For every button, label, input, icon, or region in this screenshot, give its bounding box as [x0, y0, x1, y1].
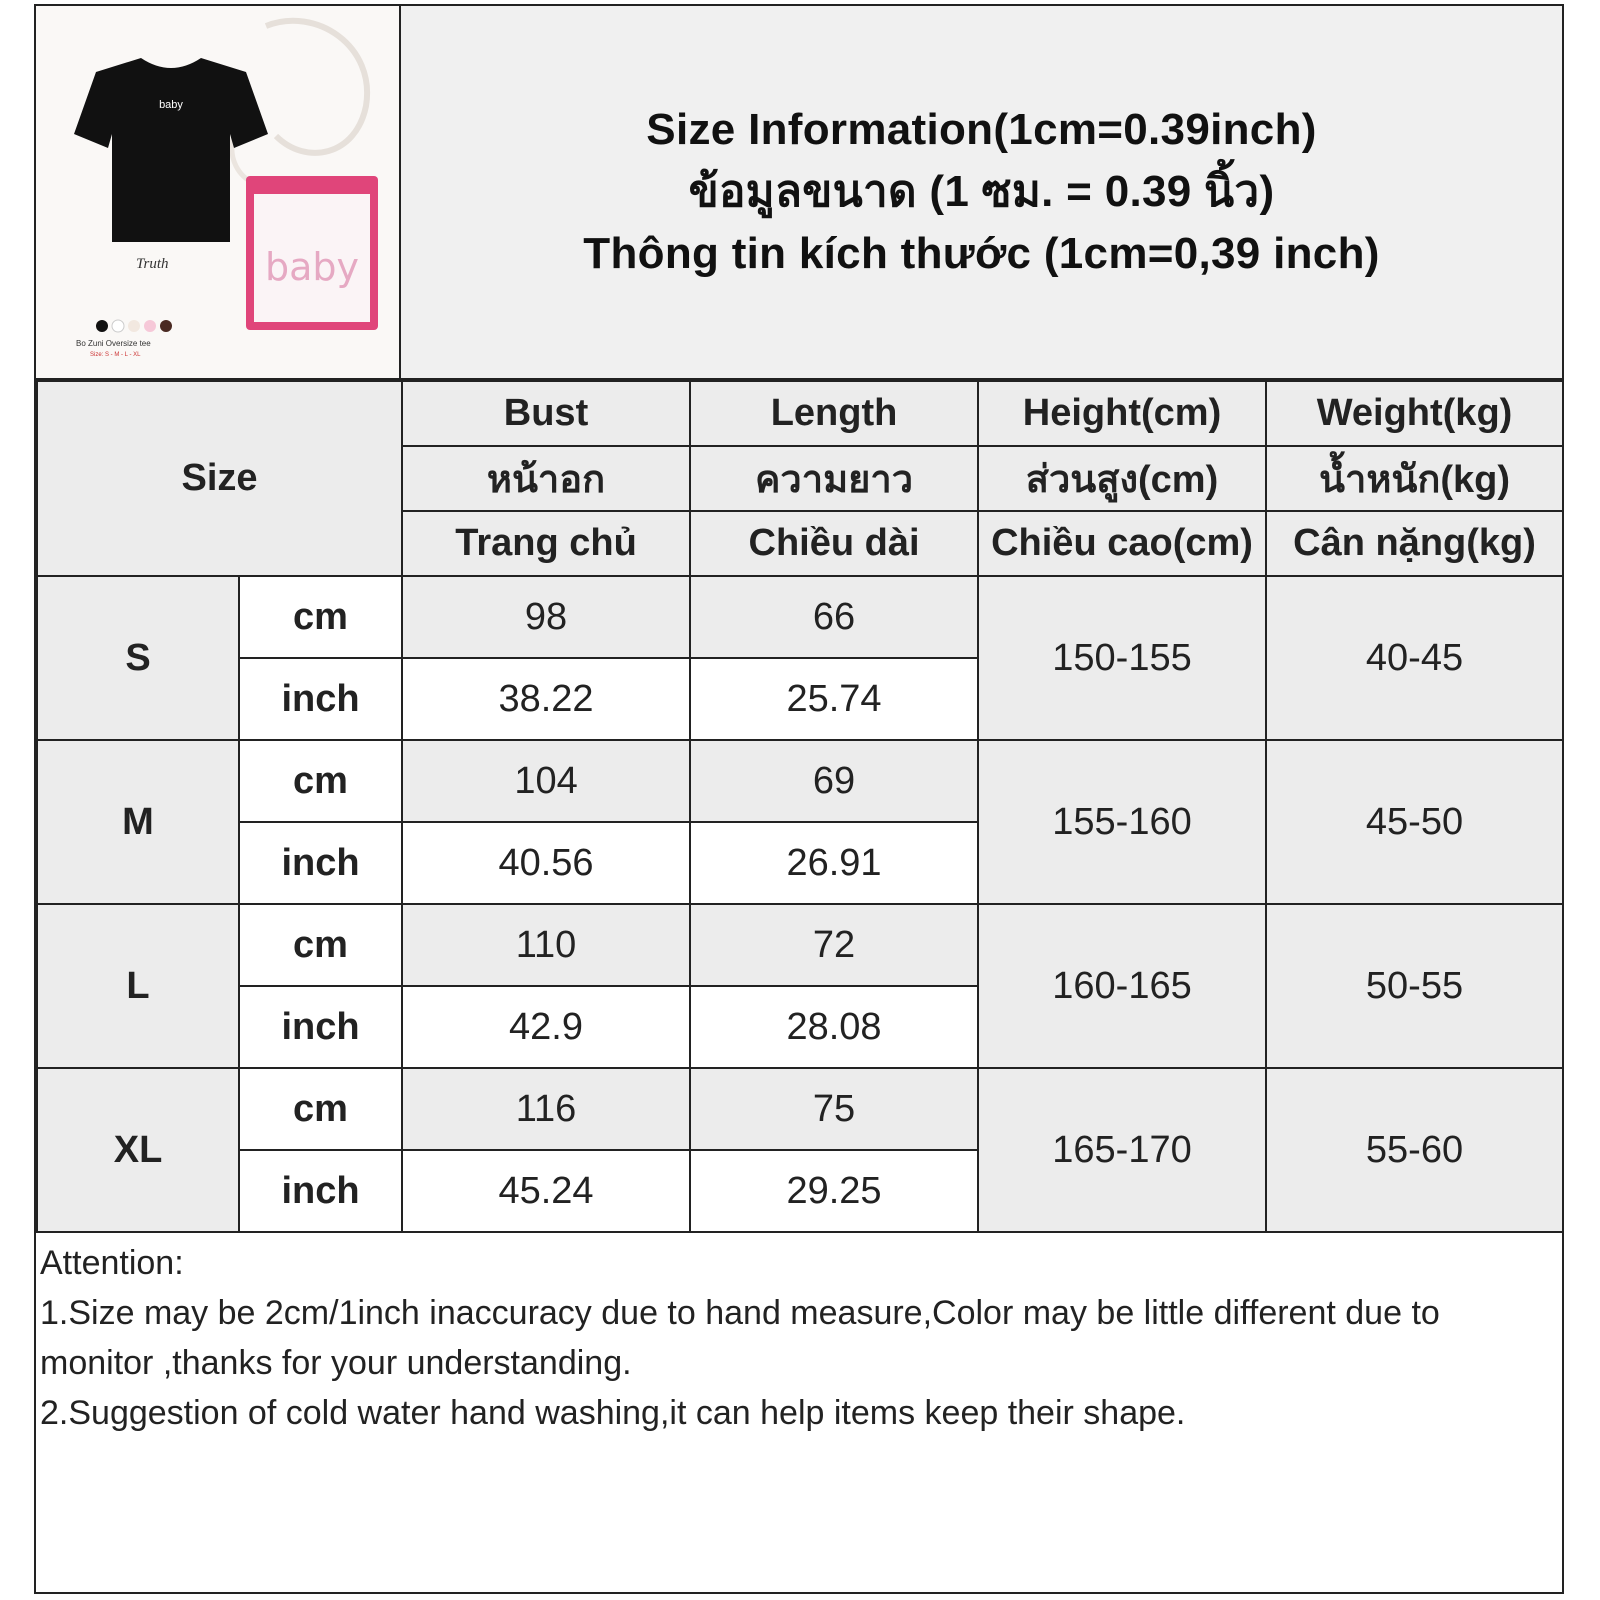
product-image: [36, 6, 401, 378]
header-bust-vi: Trang chủ: [402, 511, 690, 576]
header-height-vi: Chiều cao(cm): [978, 511, 1266, 576]
size-column-title: Size: [37, 381, 402, 576]
header-weight-en: Weight(kg): [1266, 381, 1563, 446]
bust-cm: 98: [402, 576, 690, 658]
table-row: [37, 576, 1563, 658]
attention-note-1: 1.Size may be 2cm/1inch inaccuracy due to hand measure,Color may be little different due to monitor ,thanks for your understanding.: [40, 1294, 1440, 1382]
unit-cm: cm: [239, 576, 402, 658]
length-inch: 26.91: [690, 822, 978, 904]
color-dot-pink: [144, 320, 156, 332]
length-inch: 25.74: [690, 658, 978, 740]
size-info: [401, 6, 1562, 378]
weight-range: 45-50: [1266, 740, 1563, 904]
tag-text: baby: [264, 245, 360, 289]
shirt-print: baby: [159, 99, 183, 111]
table-row: [37, 1068, 1563, 1150]
unit-inch: inch: [239, 1150, 402, 1232]
height-range: 150-155: [978, 576, 1266, 740]
bust-inch: 42.9: [402, 986, 690, 1068]
unit-inch: inch: [239, 658, 402, 740]
unit-inch: inch: [239, 986, 402, 1068]
header-bust-en: Bust: [402, 381, 690, 446]
header-bust-th: หน้าอก: [402, 446, 690, 511]
color-dot-black: [96, 320, 108, 332]
length-inch: 28.08: [690, 986, 978, 1068]
header-row: [37, 381, 1563, 446]
weight-range: 50-55: [1266, 904, 1563, 1068]
unit-cm: cm: [239, 740, 402, 822]
header-height-en: Height(cm): [978, 381, 1266, 446]
color-dot-white: [112, 320, 124, 332]
bust-inch: 45.24: [402, 1150, 690, 1232]
tshirt-icon: [74, 58, 268, 242]
unit-inch: inch: [239, 822, 402, 904]
info-line-thai: ข้อมูลขนาด (1 ซม. = 0.39 นิ้ว): [688, 167, 1275, 216]
info-line-vietnamese: Thông tin kích thước (1cm=0,39 inch): [583, 229, 1380, 278]
size-label: XL: [37, 1068, 239, 1232]
attention-notes: [40, 1238, 1552, 1438]
product-illustration: [36, 6, 397, 374]
attention-title: Attention:: [40, 1244, 184, 1282]
size-chart: [34, 4, 1564, 1594]
header-length-th: ความยาว: [690, 446, 978, 511]
height-range: 165-170: [978, 1068, 1266, 1232]
length-cm: 72: [690, 904, 978, 986]
length-cm: 75: [690, 1068, 978, 1150]
table-row: [37, 740, 1563, 822]
color-dot-brown: [160, 320, 172, 332]
bust-cm: 110: [402, 904, 690, 986]
info-line-english: Size Information(1cm=0.39inch): [646, 105, 1317, 154]
size-label: S: [37, 576, 239, 740]
attention-note-2: 2.Suggestion of cold water hand washing,it can help items keep their shape.: [40, 1394, 1186, 1432]
size-table: [36, 380, 1564, 1233]
product-caption: Bo Zuni Oversize tee: [76, 339, 151, 348]
header-length-vi: Chiều dài: [690, 511, 978, 576]
bust-cm: 104: [402, 740, 690, 822]
color-dot-cream: [128, 320, 140, 332]
header-weight-vi: Cân nặng(kg): [1266, 511, 1563, 576]
header-height-th: ส่วนสูง(cm): [978, 446, 1266, 511]
size-label: L: [37, 904, 239, 1068]
height-range: 155-160: [978, 740, 1266, 904]
header-weight-th: น้ำหนัก(kg): [1266, 446, 1563, 511]
unit-cm: cm: [239, 904, 402, 986]
unit-cm: cm: [239, 1068, 402, 1150]
bust-inch: 40.56: [402, 822, 690, 904]
bust-inch: 38.22: [402, 658, 690, 740]
weight-range: 55-60: [1266, 1068, 1563, 1232]
length-cm: 66: [690, 576, 978, 658]
length-cm: 69: [690, 740, 978, 822]
brand-text: Truth: [136, 256, 169, 272]
length-inch: 29.25: [690, 1150, 978, 1232]
weight-range: 40-45: [1266, 576, 1563, 740]
table-row: [37, 904, 1563, 986]
header-length-en: Length: [690, 381, 978, 446]
bust-cm: 116: [402, 1068, 690, 1150]
product-caption-sub: Size: S - M - L - XL: [90, 352, 141, 358]
size-label: M: [37, 740, 239, 904]
chart-header: [36, 6, 1562, 380]
height-range: 160-165: [978, 904, 1266, 1068]
